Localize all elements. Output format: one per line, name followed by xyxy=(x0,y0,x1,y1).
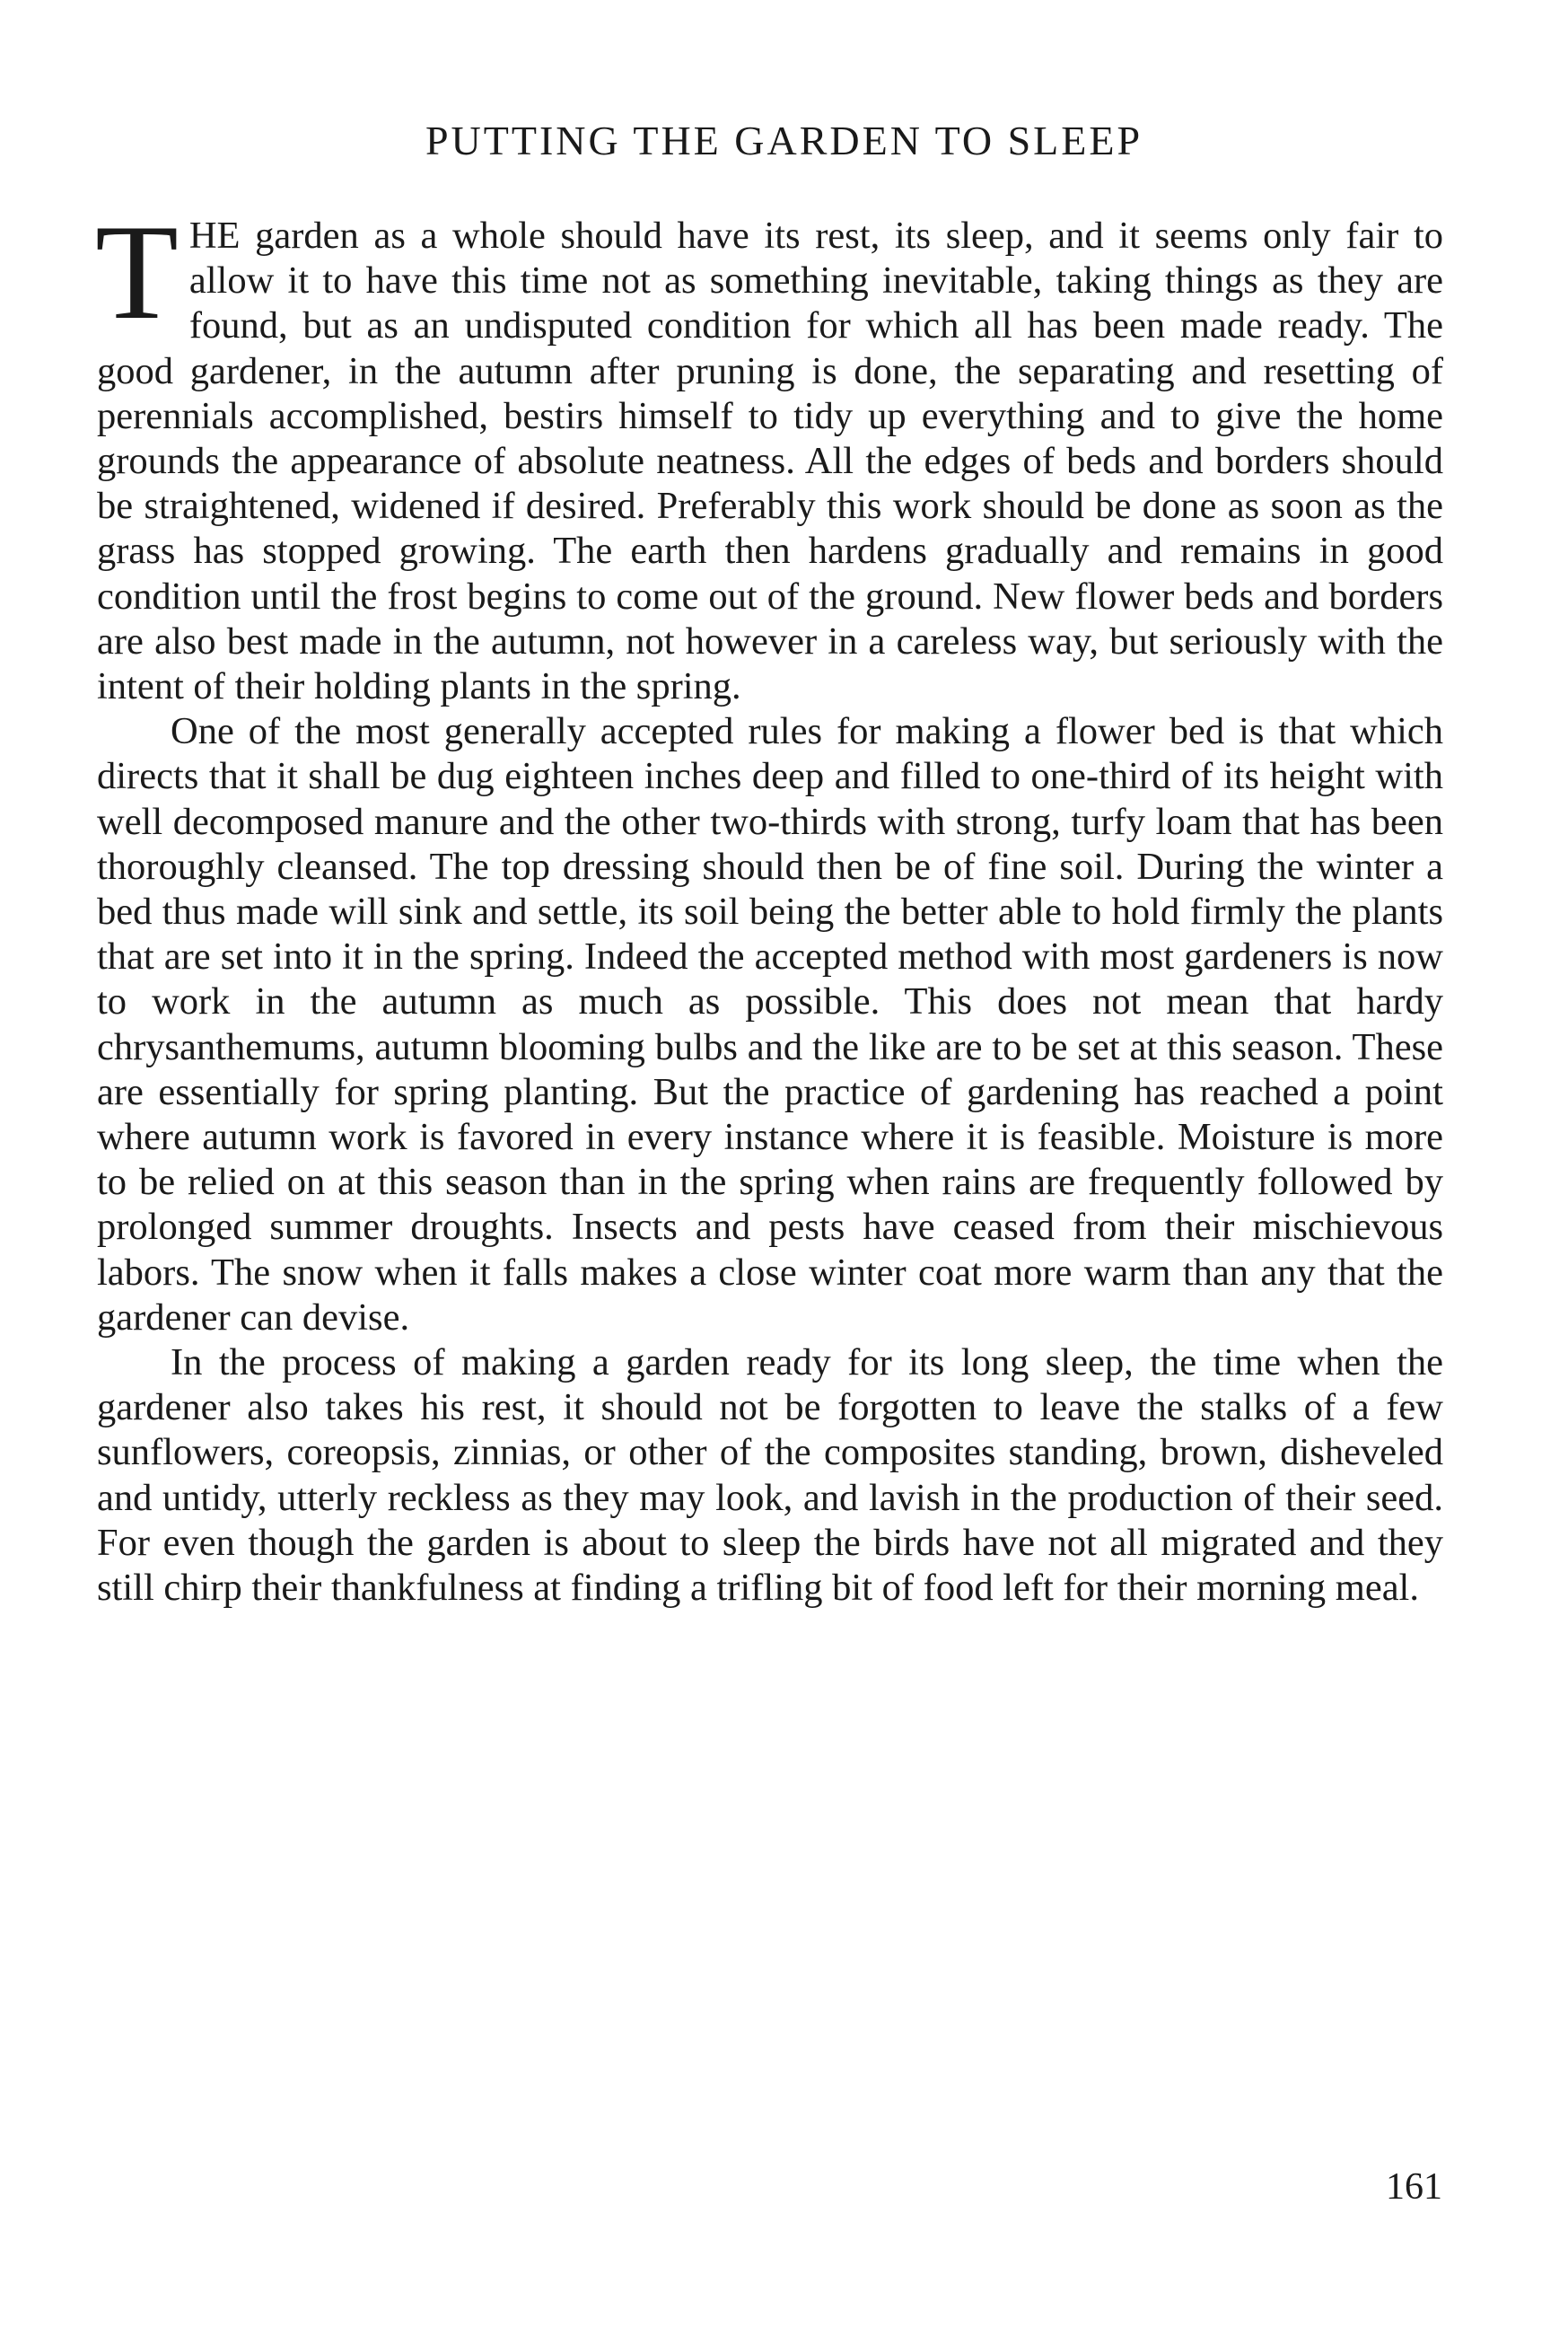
paragraph-2: One of the most generally accepted rules for making a flower bed is that which directs that it shall be dug eighteen inches deep and filled to one-third of its height with well decomposed manure and the other two-thirds with strong, turfy loam that has been thoroughly cleansed. The top dressing should then be of fine soil. During the winter a bed thus made will sink and settle, its soil being the better able to hold firmly the plants that are set into it in the spring. Indeed the accepted method with most gardeners is now to work in the autumn as much as possible. This does not mean that hardy chrysanthemums, autumn blooming bulbs and the like are to be set at this season. These are essentially for spring planting. But the practice of gardening has reached a point where autumn work is favored in every instance where it is feasible. Moisture is more to be relied on at this season than in the spring when rains are frequently followed by prolonged summer droughts. Insects and pests have ceased from their mischievous labors. The snow when it falls makes a close winter coat more warm than any that the gardener can devise. xyxy=(97,710,1443,1339)
page-title: PUTTING THE GARDEN TO SLEEP xyxy=(425,118,1143,163)
page-number: 161 xyxy=(1386,2166,1442,2208)
paragraph-1 xyxy=(95,197,1443,709)
drop-cap: T xyxy=(95,197,179,347)
paragraph-1-text: HE garden as a whole should have its rest, its sleep, and it seems only fair to allow it to have this time not as something inevitable, taking things as they are found, but as an undisputed condition for which all has been made ready. The good gardener, in the autumn after pruning is done, the separating and resetting of perennials accomplished, bestirs himself to tidy up everything and to give the home grounds the appearance of absolute neatness. All the edges of beds and borders should be straightened, widened if desired. Preferably this work should be done as soon as the grass has stopped growing. The earth then hardens gradually and remains in good condition until the frost begins to come out of the ground. New flower beds and borders are also best made in the autumn, not however in a careless way, but seriously with the intent of their holding plants in the spring. xyxy=(97,215,1443,708)
article-body xyxy=(95,197,1443,1611)
paragraph-3: In the process of making a garden ready for its long sleep, the time when the gardener also takes his rest, it should not be forgotten to leave the stalks of a few sunflowers, coreopsis, zinnias, or other of the composites standing, brown, disheveled and untidy, utterly reckless as they may look, and lavish in the production of their seed. For even though the garden is about to sleep the birds have not all migrated and they still chirp their thankfulness at finding a trifling bit of food left for their morning meal. xyxy=(97,1341,1443,1610)
